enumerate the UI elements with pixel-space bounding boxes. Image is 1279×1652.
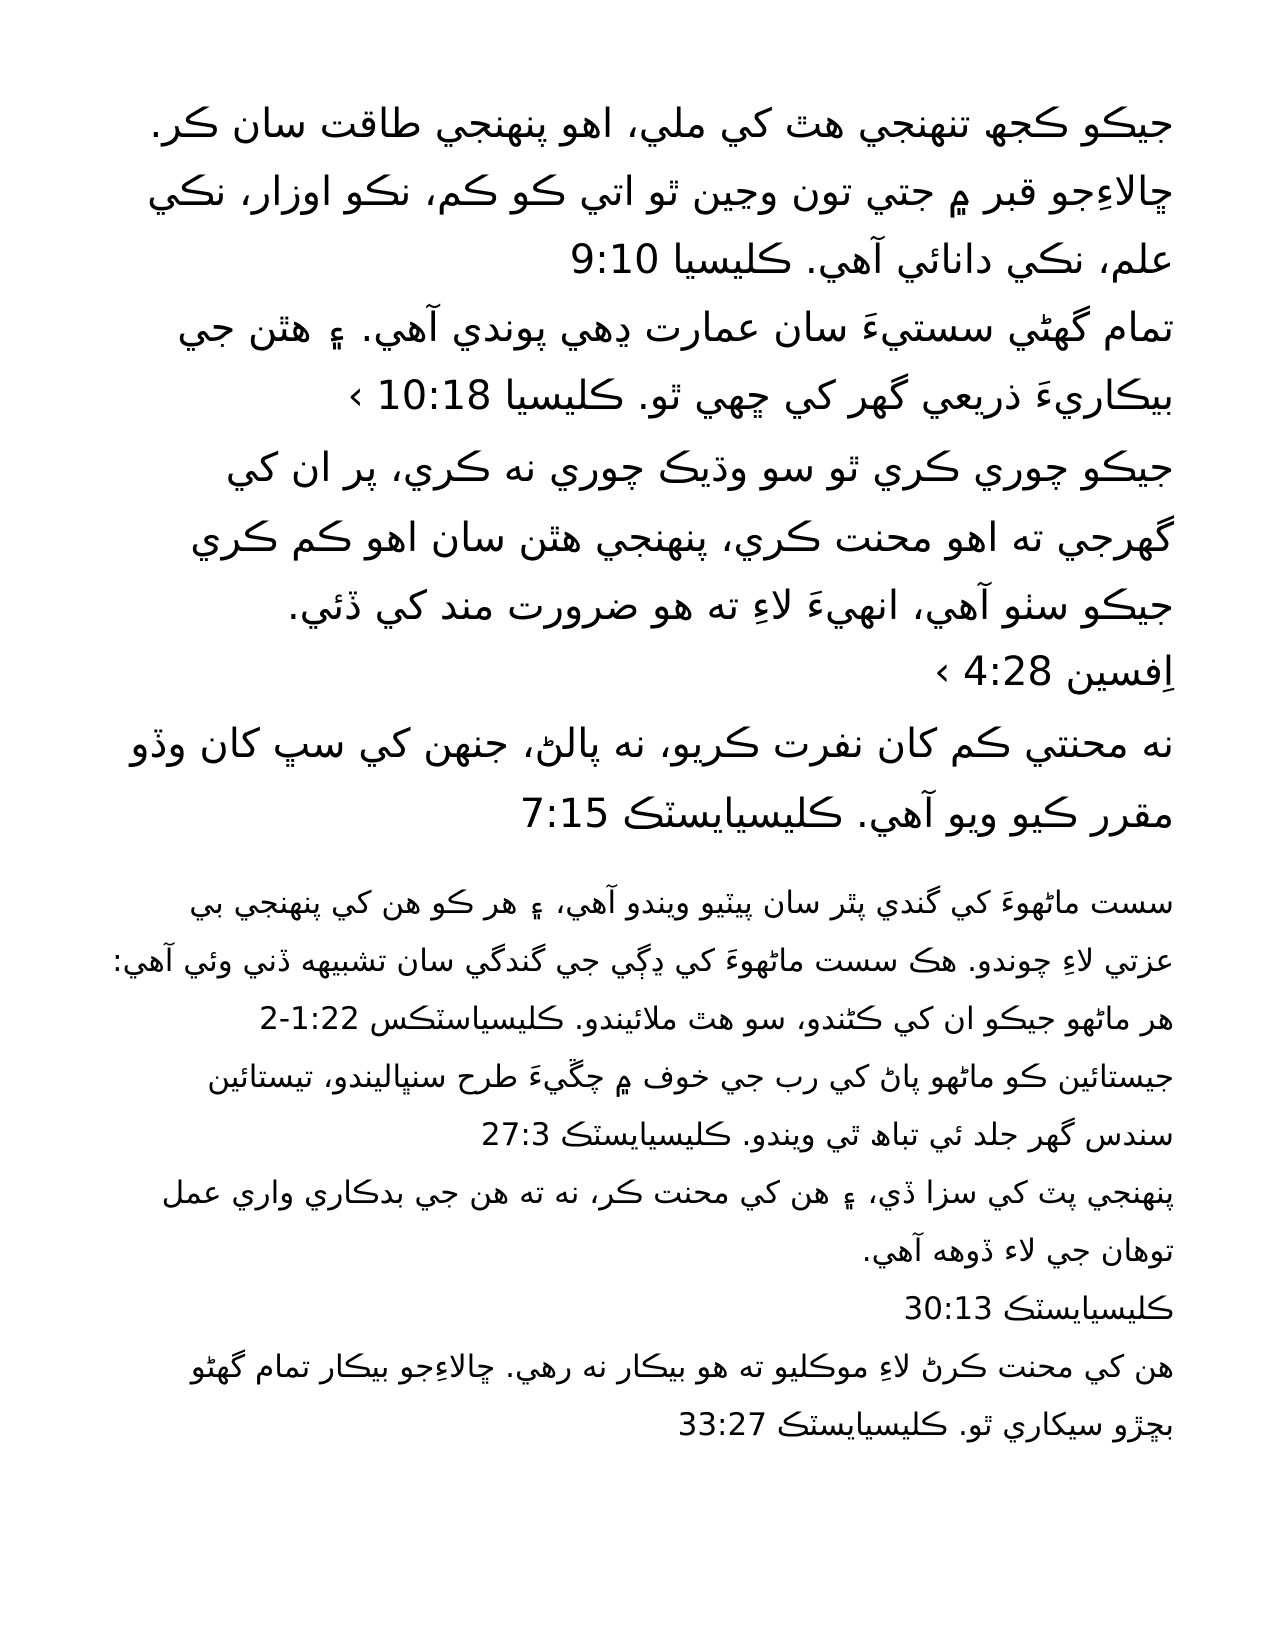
verse-line: بڇڙو سيکاري ٿو. ڪليسيايسٽڪ 33:27 <box>677 1407 1174 1443</box>
verse-line: گھرجي ته اھو محنت ڪري، پنھنجي ھٿن سان اھو ڪم ڪري <box>190 515 1174 561</box>
verse-line: علم، نڪي دانائي آھي. ڪليسيا 9:10 <box>569 237 1174 283</box>
verse-line: ھر ماڻھو جيڪو ان کي ڪڻندو، سو ھٿ ملائيندو. ڪليسياسٽڪس 1:22-2 <box>259 1001 1174 1037</box>
verse-line: نه محنتي ڪم کان نفرت ڪريو، نه پالڻ، جنھن کي سڀ کان وڏو <box>130 721 1174 767</box>
verse-line: جيڪو سٺو آھي، انھيءَ لاءِ ته ھو ضرورت مند کي ڏئي. <box>286 583 1174 629</box>
verse-line: سندس گھر جلد ئي تباھ ٿي ويندو. ڪليسيايسٽڪ 27:3 <box>480 1117 1174 1153</box>
verse-line: ھن کي محنت ڪرڻ لاءِ موڪليو ته ھو بيڪار نه رھي. ڇالاءِجو بيڪار تمام گھڻو <box>190 1349 1174 1385</box>
verse-line: پنھنجي پٽ کي سزا ڏي، ۽ ھن کي محنت ڪر، نه ته ھن جي بدڪاري واري عمل <box>161 1175 1174 1211</box>
verse-line: ڇالاءِجو قبر ۾ جتي تون وڃين ٿو اتي ڪو ڪم، نڪو اوزار، نڪي <box>147 169 1174 215</box>
verse-line: توھان جي لاء ڏوھه آھي. <box>861 1233 1174 1269</box>
verse-line: تمام گھڻي سستيءَ سان عمارت ڍھي پوندي آھي. ۽ ھٿن جي <box>177 305 1174 351</box>
verse-line: مقرر ڪيو ويو آھي. ڪليسيايسٽڪ 7:15 <box>519 791 1174 837</box>
verse-line: اِفسين 4:28 › <box>934 649 1174 695</box>
verse-line: ڪليسيايسٽڪ 30:13 <box>903 1291 1174 1327</box>
verse-line: عزتي لاءِ چوندو. ھڪ سست ماڻھوءَ کي ڍڳي جي گندگي سان تشبيھه ڏني وئي آھي: <box>112 943 1174 979</box>
verse-line: جيڪو ڪجھ تنھنجي ھٿ کي ملي، اھو پنھنجي طاقت سان ڪر. <box>149 101 1174 147</box>
verse-line: بيڪاريءَ ذريعي گھر کي ڇھي ٿو. ڪليسيا 10:18 › <box>347 373 1174 419</box>
verse-line: جيستائين ڪو ماڻھو پاڻ کي رب جي خوف ۾ چڱيءَ طرح سنڀاليندو، تيستائين <box>207 1059 1174 1095</box>
verse-line: جيڪو چوري ڪري ٿو سو وڌيڪ چوري نه ڪري، پر ان کي <box>225 445 1174 491</box>
verse-line: سست ماڻھوءَ کي گندي پٿر سان پيٽيو ويندو آھي، ۽ ھر ڪو ھن کي پنھنجي بي <box>189 885 1174 921</box>
